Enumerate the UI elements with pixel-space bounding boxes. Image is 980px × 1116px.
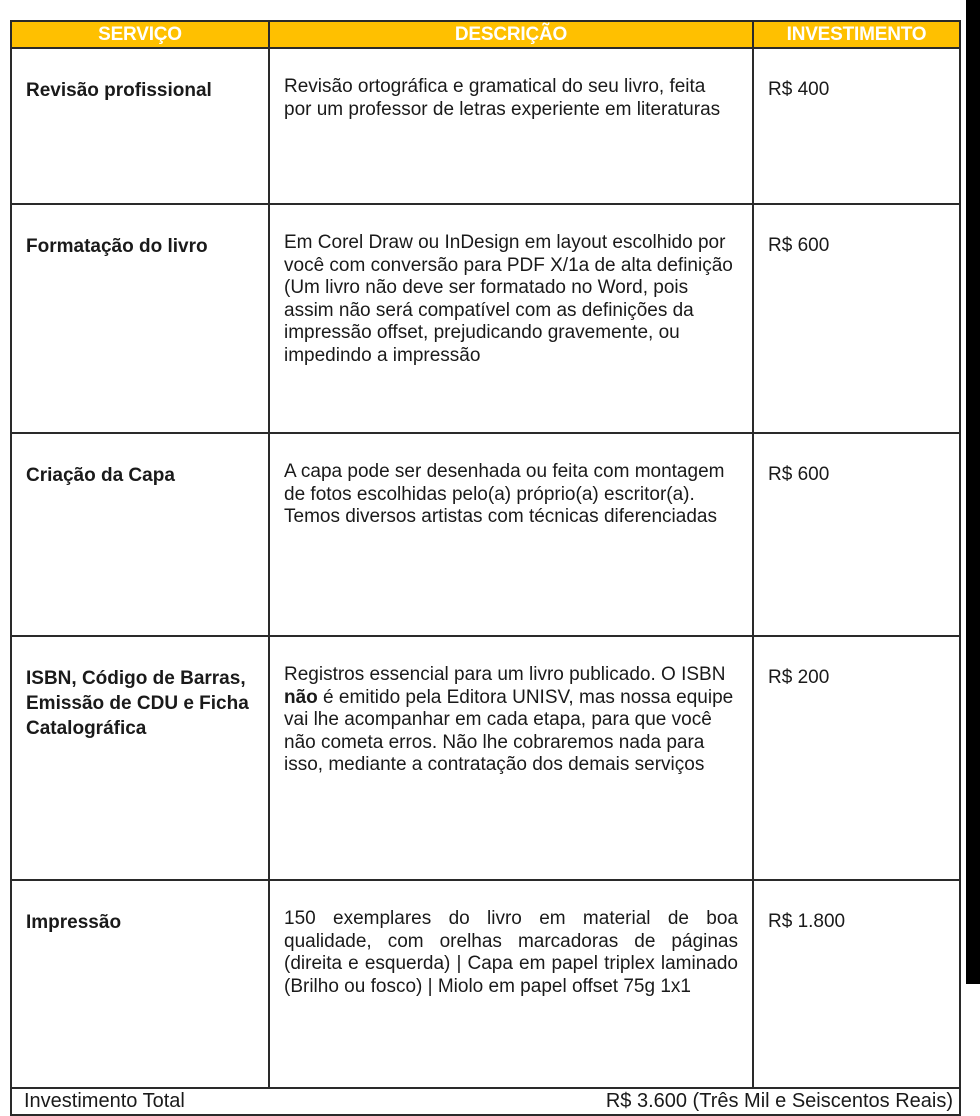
description-text: é emitido pela Editora UNISV, mas nossa equipe vai lhe acompanhar em cada etapa, para que você não cometa erros. Não lhe cobraremos nada para isso, mediante a contratação dos demais serviços [284, 686, 734, 775]
service-price: R$ 400 [753, 48, 960, 204]
column-header-description: DESCRIÇÃO [269, 21, 753, 48]
service-price: R$ 600 [753, 433, 960, 636]
table-row [11, 204, 960, 433]
service-name: Criação da Capa [11, 433, 269, 636]
service-description [269, 636, 753, 880]
total-cell [11, 1088, 960, 1115]
total-value: R$ 3.600 (Três Mil e Seiscentos Reais) [605, 1090, 953, 1112]
service-description: 150 exemplares do livro em material de boa qualidade, com orelhas marcadoras de páginas (direita e esquerda) | Capa em papel triplex laminado (Brilho ou fosco) | Miolo em papel offset 75g 1x1 [269, 880, 753, 1088]
table-row [11, 433, 960, 636]
service-name: Revisão profissional [11, 48, 269, 204]
service-price: R$ 600 [753, 204, 960, 433]
service-description: A capa pode ser desenhada ou feita com montagem de fotos escolhidas pelo(a) próprio(a) escritor(a). Temos diversos artistas com técnicas diferenciadas [269, 433, 753, 636]
service-description: Em Corel Draw ou InDesign em layout escolhido por você com conversão para PDF X/1a de alta definição (Um livro não deve ser formatado no Word, pois assim não será compatível com as definições da impressão offset, prejudicando gravemente, ou impedindo a impressão [269, 204, 753, 433]
service-price: R$ 1.800 [753, 880, 960, 1088]
total-row [11, 1088, 960, 1115]
total-label: Investimento Total [24, 1090, 185, 1112]
table-row [11, 48, 960, 204]
column-header-investment: INVESTIMENTO [753, 21, 960, 48]
service-name: ISBN, Código de Barras, Emissão de CDU e Ficha Catalográfica [11, 636, 269, 880]
service-name: Impressão [11, 880, 269, 1088]
service-description: Revisão ortográfica e gramatical do seu livro, feita por um professor de letras experiente em literaturas [269, 48, 753, 204]
table-row [11, 880, 960, 1088]
description-emphasis: não [284, 686, 318, 708]
pricing-table [10, 20, 961, 1116]
page-edge-shadow [966, 0, 980, 984]
service-price: R$ 200 [753, 636, 960, 880]
table-header-row [11, 21, 960, 48]
description-text: Registros essencial para um livro publicado. O ISBN [284, 664, 726, 685]
table-row [11, 636, 960, 880]
column-header-service: SERVIÇO [11, 21, 269, 48]
service-name: Formatação do livro [11, 204, 269, 433]
